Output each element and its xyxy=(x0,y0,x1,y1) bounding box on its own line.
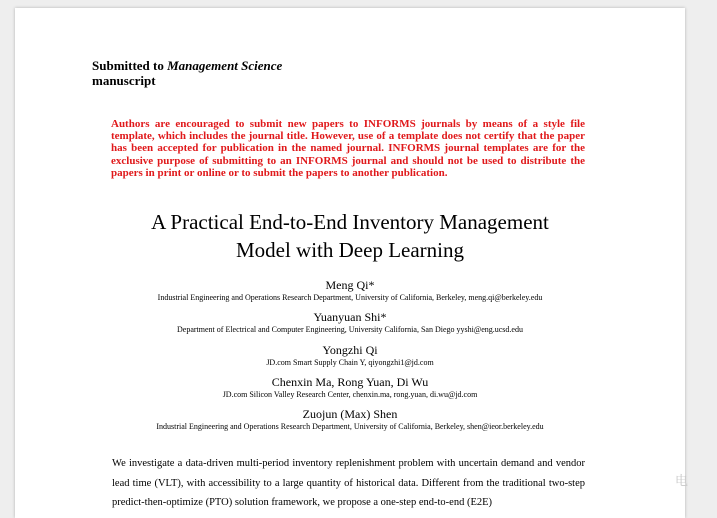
submitted-prefix: Submitted to xyxy=(92,58,168,73)
informs-notice: Authors are encouraged to submit new papers to INFORMS journals by means of a style file template, which includes the journal title. However, use of a template does not certify that the paper has been accepted for publication in the named journal. INFORMS journal templates are for the exclusive purpose of submitting to an INFORMS journal and should not be used to distribute the papers in print or online or to submit the papers to another publication. xyxy=(111,118,585,179)
author-block xyxy=(55,310,645,336)
watermark: 电 xyxy=(675,474,689,489)
author-affiliation: JD.com Smart Supply Chain Y, qiyongzhi1@jd.com xyxy=(266,358,434,367)
title-line-1: A Practical End-to-End Inventory Management xyxy=(151,210,549,234)
author-name: Chenxin Ma, Rong Yuan, Di Wu xyxy=(271,375,429,389)
author-block xyxy=(55,375,645,401)
author-block xyxy=(55,278,645,304)
author-block xyxy=(55,343,645,369)
author-name: Yongzhi Qi xyxy=(322,343,378,357)
abstract-text: We investigate a data-driven multi-period inventory replenishment problem with uncertain demand and vendor lead time (VLT), with accessibility to a large quantity of historical data. Different from the traditional two-step predict-then-optimize (PTO) solution framework, we propose a one-step end-to-end (E2E) xyxy=(112,458,585,508)
submitted-line xyxy=(92,58,282,73)
title-line-2: Model with Deep Learning xyxy=(235,238,465,262)
author-name: Yuanyuan Shi* xyxy=(313,310,387,324)
paper-title xyxy=(75,208,625,264)
author-block xyxy=(55,407,645,433)
author-name: Zuojun (Max) Shen xyxy=(302,407,398,421)
submission-header xyxy=(92,58,282,88)
author-affiliation: JD.com Silicon Valley Research Center, chenxin.ma, rong.yuan, di.wu@jd.com xyxy=(222,390,478,399)
author-affiliation: Industrial Engineering and Operations Research Department, University of California, Berkeley, meng.qi@berkeley.edu xyxy=(157,293,543,302)
author-name: Meng Qi* xyxy=(325,278,375,292)
paper-page xyxy=(15,8,685,518)
author-affiliation: Industrial Engineering and Operations Research Department, University of California, Berkeley, shen@ieor.berkeley.edu xyxy=(156,422,544,431)
author-affiliation: Department of Electrical and Computer Engineering, University California, San Diego yyshi@eng.ucsd.edu xyxy=(177,325,523,334)
manuscript-label: manuscript xyxy=(92,73,156,88)
journal-name: Management Science xyxy=(167,58,283,73)
